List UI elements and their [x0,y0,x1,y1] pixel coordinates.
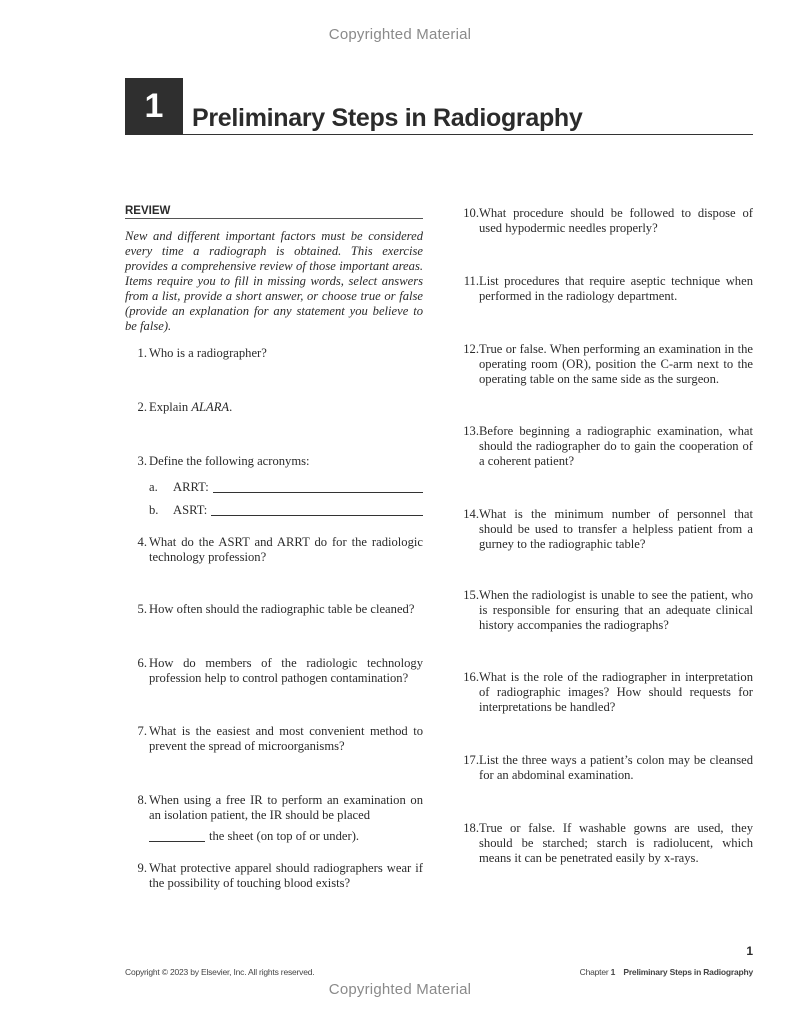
question-text [149,400,423,415]
footer-chapter-label: Chapter [579,967,609,977]
chapter-title: Preliminary Steps in Radiography [192,104,583,132]
question-number: 18. [463,821,479,835]
chapter-title-rule [183,134,753,135]
question-number: 3. [137,454,147,468]
answer-blank[interactable] [213,480,423,493]
footer-chapter-number: 1 [610,967,616,977]
copyright-notice: Copyright © 2023 by Elsevier, Inc. All rights reserved. [125,967,315,977]
question-text: True or false. If washable gowns are used, they should be starched; starch is radiolucent, which means it can be penetrated easily by x-rays. [479,821,753,865]
chapter-number-box: 1 [125,78,183,135]
answer-blank[interactable] [211,503,423,516]
question-number: 8. [137,793,147,807]
question-number: 10. [463,206,479,220]
question-12 [455,342,753,387]
question-18 [455,821,753,866]
question-number: 7. [137,724,147,738]
question-text: How often should the radiographic table be cleaned? [149,602,415,616]
running-footer [580,967,753,977]
question-number: 1. [137,346,147,360]
question-text-part: . [229,400,233,414]
question-8 [125,793,423,823]
question-text: Define the following acronyms: [149,454,310,468]
question-4 [125,535,423,565]
question-1 [125,346,423,361]
answer-blank[interactable] [149,829,205,842]
question-15 [455,588,753,633]
question-text: What is the role of the radiographer in interpretation of radiographic images? How should requests for interpretations be handled? [479,670,753,714]
question-3 [125,454,423,469]
question-number: 11. [463,274,479,288]
question-9 [125,861,423,891]
question-text: True or false. When performing an examination in the operating room (OR), position the C-arm next to the operating table on the same side as the surgeon. [479,342,753,386]
question-2 [125,400,423,415]
watermark-bottom: Copyrighted Material [328,981,472,998]
question-text: How do members of the radiologic technology profession help to control pathogen contamination? [149,656,423,685]
page-number: 1 [746,944,753,958]
question-text: When the radiologist is unable to see the patient, who is responsible for ensuring that an adequate clinical history accompanies the radiographs? [479,588,753,632]
question-text-part: Explain [149,400,192,414]
question-text: What procedure should be followed to dispose of used hypodermic needles properly? [479,206,753,235]
review-heading: REVIEW [125,205,423,219]
review-intro: New and different important factors must be considered every time a radiograph is obtained. This exercise provides a comprehensive review of those important areas. Items require you to fill in missing words, select answers from a list, provide a short answer, or choose true or false (provide an explanation for any statement you believe to be false). [125,229,423,333]
question-number: 17. [463,753,479,767]
question-number: 5. [137,602,147,616]
question-number: 6. [137,656,147,670]
fill-text: the sheet (on top of or under). [209,829,360,843]
question-number: 2. [137,400,147,414]
question-text: What is the minimum number of personnel that should be used to transfer a helpless patient from a gurney to the radiographic table? [479,507,753,551]
question-number: 13. [463,424,479,438]
question-emphasis: ALARA [191,400,230,414]
watermark-top: Copyrighted Material [328,26,472,43]
question-17 [455,753,753,783]
question-14 [455,507,753,552]
question-number: 16. [463,670,479,684]
question-text: Before beginning a radiographic examination, what should the radiographer do to gain the cooperation of a coherent patient? [479,424,753,468]
footer-chapter-title: Preliminary Steps in Radiography [623,967,753,977]
question-5 [125,602,423,617]
question-6 [125,656,423,686]
question-text: List the three ways a patient’s colon may be cleansed for an abdominal examination. [479,753,753,782]
subitem-label: b. [149,503,159,517]
question-number: 12. [463,342,479,356]
question-text: Who is a radiographer? [149,346,267,360]
question-text: When using a free IR to perform an examination on an isolation patient, the IR should be placed [149,793,423,822]
question-text: List procedures that require aseptic technique when performed in the radiology department. [479,274,753,303]
subitem-arrt [149,480,423,495]
subitem-asrt [149,503,423,518]
question-text: What do the ASRT and ARRT do for the radiologic technology profession? [149,535,423,564]
question-number: 9. [137,861,147,875]
subitem-label: a. [149,480,158,494]
subitem-term: ARRT: [173,480,209,494]
question-number: 4. [137,535,147,549]
subitem-term: ASRT: [173,503,208,517]
question-8-fill-line [149,829,359,844]
question-number: 14. [463,507,479,521]
question-text: What is the easiest and most convenient method to prevent the spread of microorganisms? [149,724,423,753]
question-number: 15. [463,588,479,602]
question-10 [455,206,753,236]
question-11 [455,274,753,304]
question-text: What protective apparel should radiographers wear if the possibility of touching blood exists? [149,861,423,890]
question-7 [125,724,423,754]
question-16 [455,670,753,715]
question-13 [455,424,753,469]
